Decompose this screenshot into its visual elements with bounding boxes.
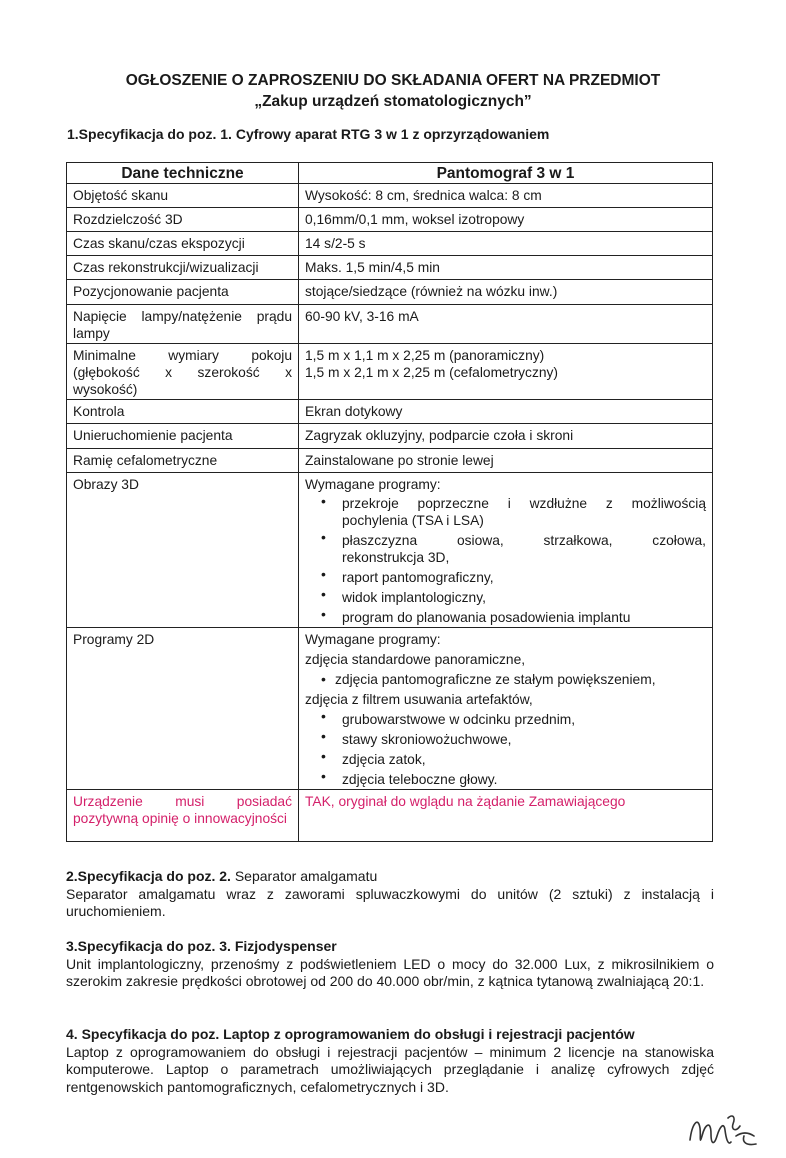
section4 (66, 1026, 714, 1096)
section4-body: Laptop z oprogramowaniem do obsługi i rejestracji pacjentów – minimum 2 licencje na stanowiska komputerowe. Laptop o parametrach umożliwiających przeglądanie i analizę cyfrowych zdjęć rentgenowskich pantomograficznych, cefalometrycznych i 3D. (66, 1043, 714, 1095)
row-label: Programy 2D (67, 628, 299, 790)
row-value: stojące/siedzące (również na wózku inw.) (299, 280, 713, 305)
list-item: • zdjęcia zatok, (305, 748, 706, 768)
list-item: • przekroje poprzeczne i wzdłużne z możliwością pochylenia (TSA i LSA) (305, 493, 706, 529)
row-label: Rozdzielczość 3D (67, 208, 299, 232)
row-value (299, 344, 713, 400)
table-row (67, 400, 713, 424)
row-value: Zagryzak okluzyjny, podparcie czoła i skroni (299, 424, 713, 449)
table-row (67, 184, 713, 208)
row-label: Minimalne wymiary pokoju (głębokość x szerokość x wysokość) (67, 344, 299, 400)
table-row-innovation (67, 790, 713, 842)
section3 (66, 938, 714, 991)
table-row (67, 280, 713, 305)
row-value-line: 1,5 m x 2,1 m x 2,25 m (cefalometryczny) (305, 365, 559, 380)
innovation-label: Urządzenie musi posiadać pozytywną opinię o innowacyjności (67, 790, 299, 842)
row-label: Pozycjonowanie pacjenta (67, 280, 299, 305)
row-value: Zainstalowane po stronie lewej (299, 449, 713, 473)
column-header-tech: Dane techniczne (67, 163, 299, 184)
row-label: Napięcie lampy/natężenie prądu lampy (67, 305, 299, 344)
program-line: zdjęcia standardowe panoramiczne, (305, 652, 526, 667)
table-row (67, 305, 713, 344)
document-subtitle: „Zakup urządzeń stomatologicznych” (254, 93, 532, 110)
table-header-row (67, 163, 713, 184)
row-label: Kontrola (67, 400, 299, 424)
list-item: • grubowarstwowe w odcinku przednim, (305, 708, 706, 728)
list-item: • zdjęcia pantomograficzne ze stałym powiększeniem, (305, 671, 706, 688)
row-label: Ramię cefalometryczne (67, 449, 299, 473)
row-value: 60-90 kV, 3-16 mA (299, 305, 713, 344)
section3-body: Unit implantologiczny, przenośmy z podświetleniem LED o mocy do 32.000 Lux, z mikrosilnikiem o szerokim zakresie prędkości obrotowej od 200 do 40.000 obr/min, z kątnica tytanową zwalniającą 20:1. (66, 955, 714, 989)
table-row (67, 256, 713, 280)
program-list (305, 493, 706, 626)
column-header-device: Pantomograf 3 w 1 (299, 163, 713, 184)
row-value-line: 1,5 m x 1,1 m x 2,25 m (panoramiczny) (305, 348, 545, 363)
program-list (305, 708, 706, 788)
table-row (67, 208, 713, 232)
table-row-obrazy-3d (67, 473, 713, 628)
list-item: • raport pantomograficzny, (305, 566, 706, 586)
row-value (299, 473, 713, 628)
row-label: Obrazy 3D (67, 473, 299, 628)
row-label: Czas skanu/czas ekspozycji (67, 232, 299, 256)
table-row-programy-2d (67, 628, 713, 790)
row-value: 14 s/2-5 s (299, 232, 713, 256)
table-row (67, 232, 713, 256)
program-list (305, 668, 706, 688)
table-row (67, 344, 713, 400)
programs-intro: Wymagane programy: (305, 632, 441, 647)
program-line: zdjęcia z filtrem usuwania artefaktów, (305, 692, 533, 707)
document-title: OGŁOSZENIE O ZAPROSZENIU DO SKŁADANIA OFERT NA PRZEDMIOT (125, 72, 661, 89)
section2-heading: 2.Specyfikacja do poz. 2. Separator amalgamatu (66, 868, 378, 884)
row-value (299, 628, 713, 790)
list-item: • program do planowania posadowienia implantu (305, 606, 706, 626)
section4-heading: 4. Specyfikacja do poz. Laptop z oprogramowaniem do obsługi i rejestracji pacjentów (66, 1026, 635, 1042)
section1-heading: 1.Specyfikacja do poz. 1. Cyfrowy aparat RTG 3 w 1 z oprzyrządowaniem (67, 126, 550, 142)
row-value: Wysokość: 8 cm, średnica walca: 8 cm (299, 184, 713, 208)
spec-table (66, 162, 713, 842)
handwritten-signature (684, 1106, 764, 1154)
section3-heading: 3.Specyfikacja do poz. 3. Fizjodyspenser (66, 938, 337, 954)
programs-intro: Wymagane programy: (305, 477, 441, 492)
table-row (67, 449, 713, 473)
row-label: Czas rekonstrukcji/wizualizacji (67, 256, 299, 280)
list-item: • widok implantologiczny, (305, 586, 706, 606)
row-value: 0,16mm/0,1 mm, woksel izotropowy (299, 208, 713, 232)
row-value: Maks. 1,5 min/4,5 min (299, 256, 713, 280)
table-row (67, 424, 713, 449)
list-item: • płaszczyzna osiowa, strzałkowa, czołowa, rekonstrukcja 3D, (305, 529, 706, 566)
section2 (66, 868, 714, 921)
list-item: • stawy skroniowożuchwowe, (305, 728, 706, 748)
row-label: Objętość skanu (67, 184, 299, 208)
row-value: Ekran dotykowy (299, 400, 713, 424)
innovation-value: TAK, oryginał do wglądu na żądanie Zamawiającego (299, 790, 713, 842)
row-label: Unieruchomienie pacjenta (67, 424, 299, 449)
list-item: • zdjęcia teleboczne głowy. (305, 768, 706, 788)
section2-body: Separator amalgamatu wraz z zaworami spluwaczkowymi do unitów (2 sztuki) z instalacją i uruchomieniem. (66, 885, 714, 919)
